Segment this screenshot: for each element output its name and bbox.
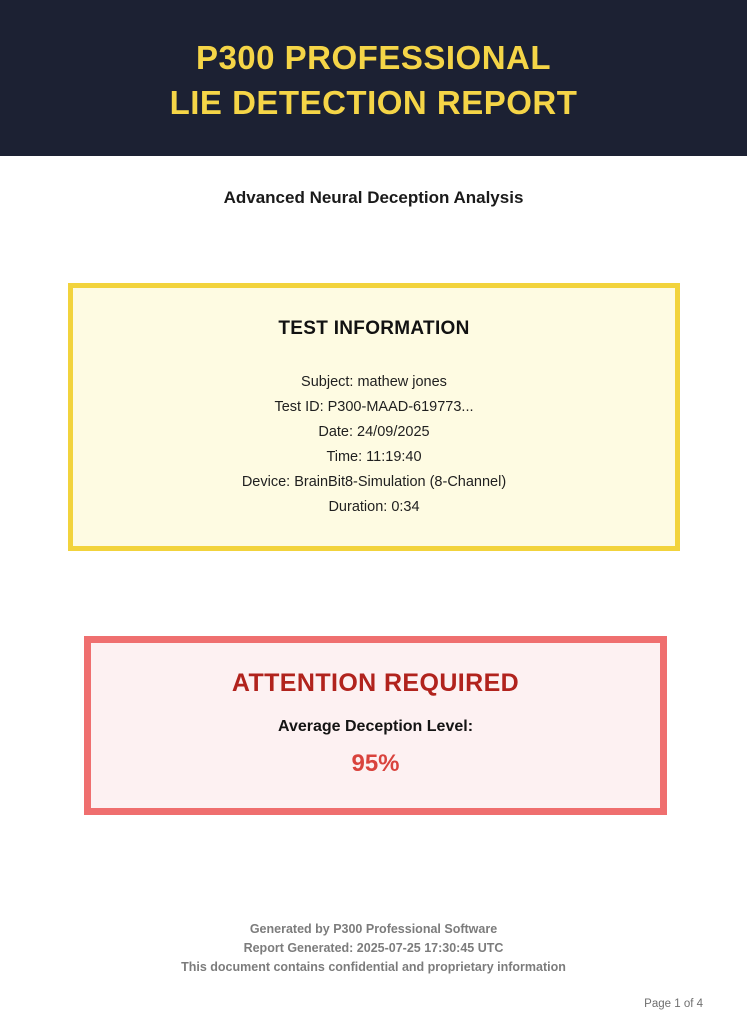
test-info-date: Date: 24/09/2025 <box>318 424 430 440</box>
test-info-duration: Duration: 0:34 <box>328 499 420 515</box>
test-info-test-id: Test ID: P300-MAAD-619773... <box>274 399 474 415</box>
test-information-panel <box>68 283 680 551</box>
footer-report-generated: Report Generated: 2025-07-25 17:30:45 UTC <box>243 941 504 955</box>
page-number: Page 1 of 4 <box>644 998 703 1010</box>
report-header <box>0 0 747 156</box>
footer-generated-by: Generated by P300 Professional Software <box>249 922 498 936</box>
test-info-device: Device: BrainBit8-Simulation (8-Channel) <box>241 474 507 490</box>
report-footer <box>0 920 747 977</box>
attention-required-title: ATTENTION REQUIRED <box>231 669 520 697</box>
report-title-line-2: LIE DETECTION REPORT <box>169 84 578 121</box>
average-deception-level-label: Average Deception Level: <box>277 718 474 735</box>
footer-confidentiality-notice: This document contains confidential and proprietary information <box>181 960 566 974</box>
test-info-subject: Subject: mathew jones <box>301 374 447 390</box>
report-title-line-1: P300 PROFESSIONAL <box>195 39 552 76</box>
attention-required-panel <box>84 636 667 815</box>
test-information-title: TEST INFORMATION <box>278 318 470 339</box>
average-deception-level-value: 95% <box>351 750 400 777</box>
report-subtitle: Advanced Neural Deception Analysis <box>223 188 524 207</box>
test-info-time: Time: 11:19:40 <box>326 449 422 465</box>
